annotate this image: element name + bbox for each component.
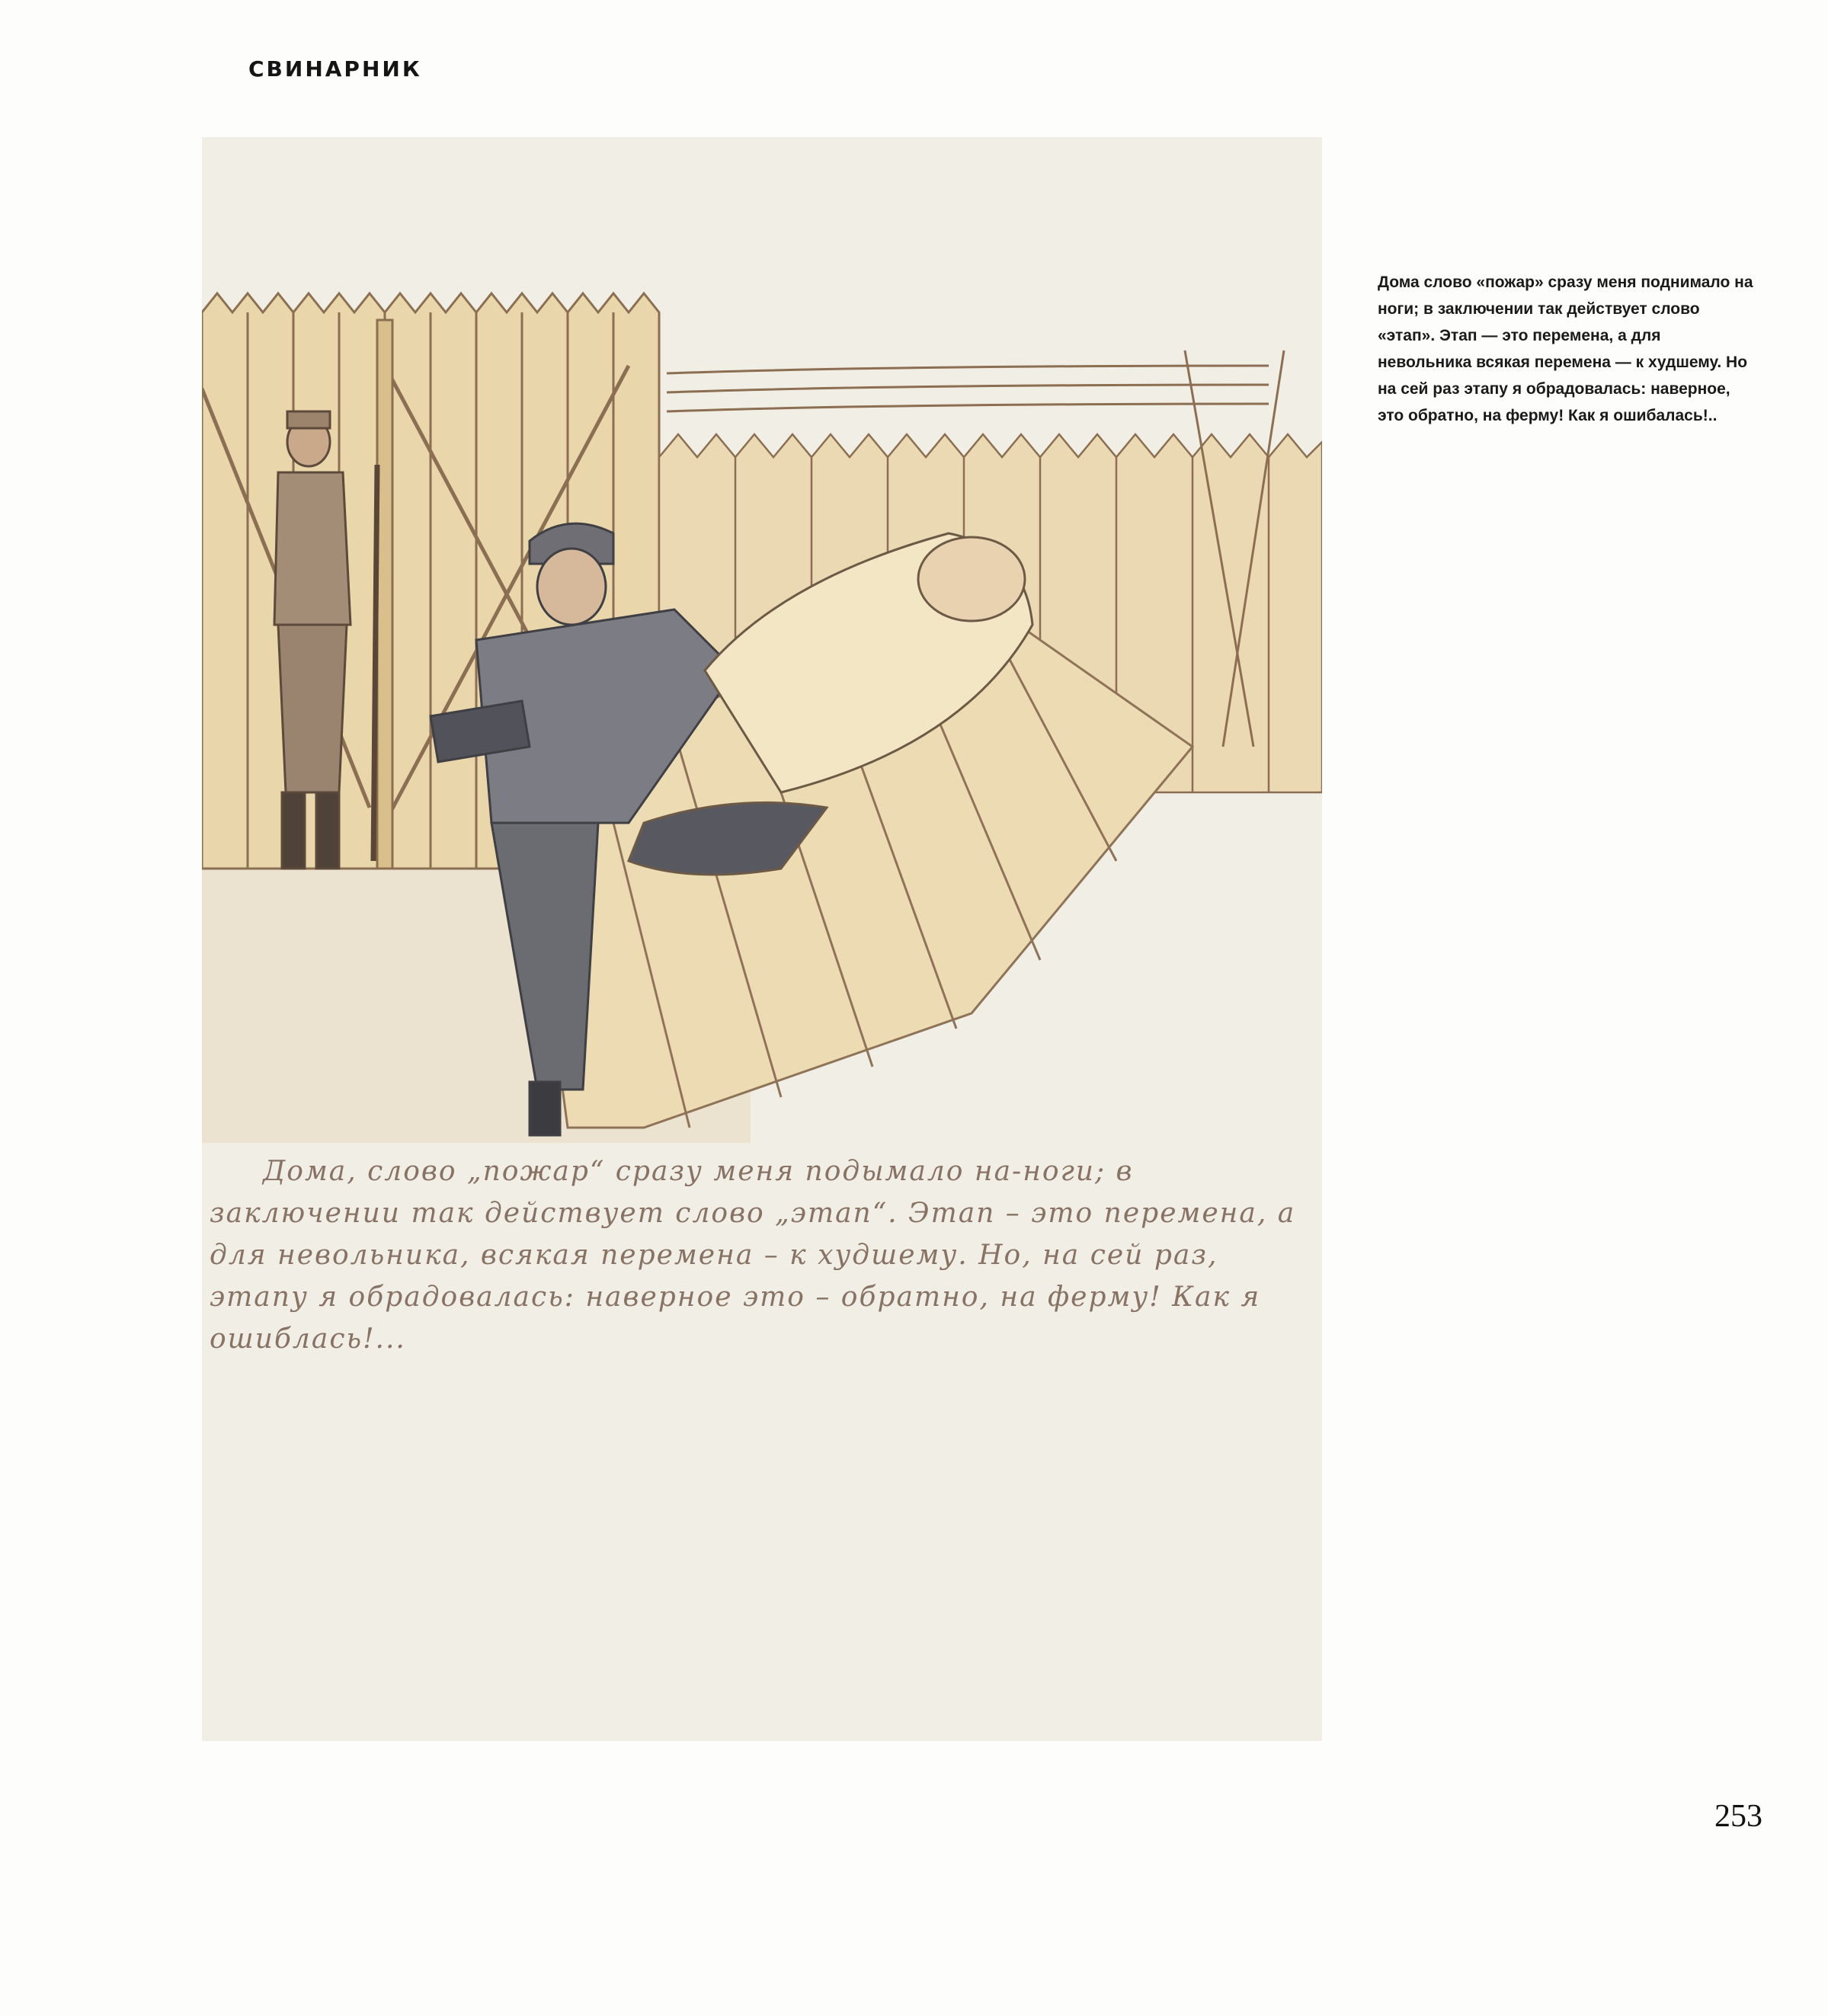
drawing bbox=[202, 137, 1322, 1143]
page-number: 253 bbox=[1714, 1799, 1762, 1834]
illustration-plate bbox=[202, 137, 1322, 1741]
handwritten-caption: Дома, слово „пожар“ сразу меня подымало на-ноги; в заключении так действует слово „этап“. Этап – это перемена, а для невольника, всякая перемена – к худшему. Но, на сей раз, этапу я обрадовалась: наверное это – обратно, на ферму! Как я ошиблась!... bbox=[210, 1156, 1296, 1355]
side-caption: Дома слово «пожар» сразу меня поднимало на ноги; в заключении так действует слово «этап». Этап — это перемена, а для невольника всякая перемена — к худшему. Но на сей раз этапу я обрадовалась: наверное, это обратно, на ферму! Как я ошибалась!.. bbox=[1378, 274, 1753, 424]
running-head: СВИНАРНИК bbox=[248, 56, 422, 82]
